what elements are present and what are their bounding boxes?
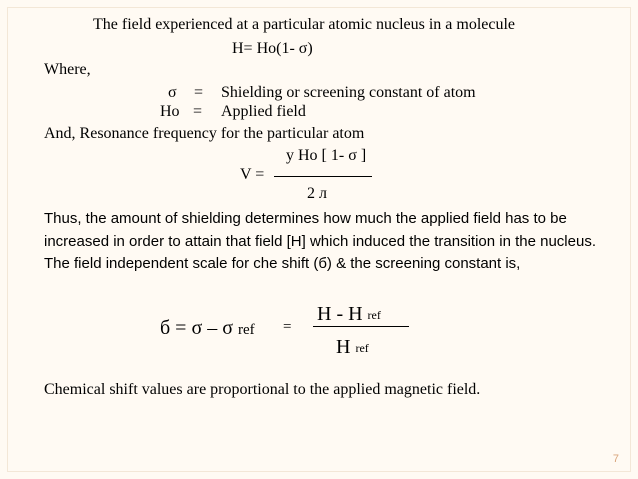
field-equation: H= Ho(1- σ) — [232, 40, 313, 57]
chemical-shift-lhs-sub: ref — [238, 322, 255, 338]
frequency-label: V = — [240, 166, 265, 183]
chemical-shift-denominator-main: H — [336, 336, 351, 358]
resonance-intro: And, Resonance frequency for the particular atom — [44, 125, 365, 142]
chemical-shift-numerator-sub: ref — [367, 308, 381, 322]
shielding-paragraph: Thus, the amount of shielding determines how much the applied field has to be increased in order to attain that field [H] which induced the transition in the nucleus. The field independent scale for che shift (б) & the screening constant is, — [44, 210, 596, 272]
chemical-shift-lhs — [160, 318, 255, 338]
frequency-numerator: y Ho [ 1- σ ] — [286, 147, 367, 164]
page-number: 7 — [612, 453, 619, 465]
conclusion-text: Chemical shift values are proportional to the applied magnetic field. — [44, 381, 481, 398]
sigma-equals: = — [194, 84, 204, 101]
where-label: Where, — [44, 61, 91, 78]
chemical-shift-lhs-main: б = σ – σ — [160, 317, 234, 339]
field-definition-line: The field experienced at a particular atomic nucleus in a molecule — [93, 16, 516, 33]
sigma-description: Shielding or screening constant of atom — [221, 84, 476, 101]
chemical-shift-numerator-main: H - H — [317, 303, 363, 325]
ho-description: Applied field — [221, 103, 306, 120]
ho-symbol: Ho — [160, 103, 180, 120]
chemical-shift-denominator-sub: ref — [355, 341, 369, 355]
frequency-fraction-bar — [274, 176, 372, 177]
frequency-denominator: 2 л — [307, 185, 327, 202]
chemical-shift-numerator — [317, 304, 381, 324]
ho-equals: = — [193, 103, 203, 120]
sigma-symbol: σ — [168, 84, 177, 101]
chemical-shift-denominator — [336, 337, 369, 357]
chemical-shift-fraction-bar — [313, 326, 409, 327]
chemical-shift-equals: = — [283, 319, 292, 335]
